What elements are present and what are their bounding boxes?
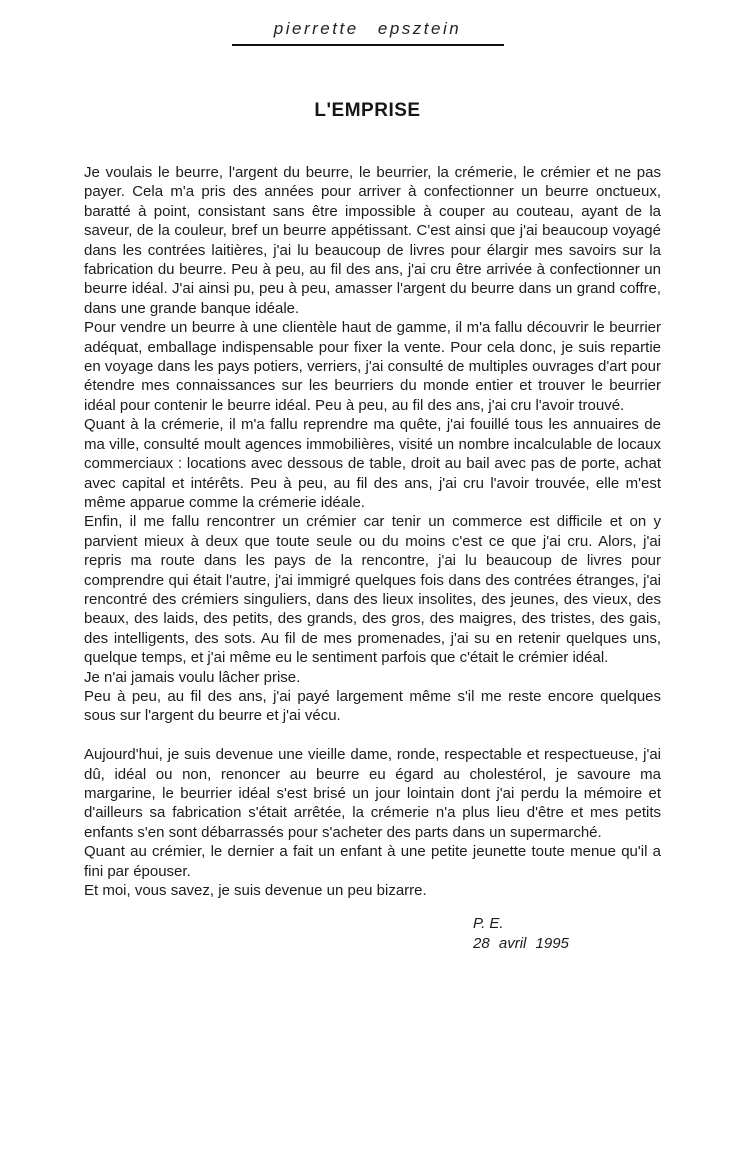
paragraph-9: Et moi, vous savez, je suis devenue un peu bizarre. (84, 882, 427, 900)
paragraph-4: Enfin, il me fallu rencontrer un crémier car tenir un commerce est difficile et on y parvient mieux à deux que toute seule ou du moins c'est ce que j'ai cru. Alors, j'ai repris ma route dans les pays de la rencontre, j'ai lu beaucoup de livres pour comprendre qui était l'autre, j'ai immigré quelques fois dans des contrées étranges, j'ai rencontré des crémiers singuliers, dans des lieux insolites, des jeunes, des vieux, des beaux, des laids, des petits, des grands, des gros, des maigres, des tristes, des gais, des intelligents, des sots. Au fil de mes promenades, j'ai su en retenir quelques uns, quelque temps, et j'ai même eu le sentiment parfois que c'était le crémier idéal. (84, 513, 661, 667)
signature-date: 28 avril 1995 (473, 934, 569, 952)
paragraph-7: Aujourd'hui, je suis devenue une vieille dame, ronde, respectable et respectueuse, j'ai dû, idéal ou non, renoncer au beurre eu égard au cholestérol, je savoure ma margarine, le beurrier idéal s'est brisé un jour lointain dont j'ai perdu la mémoire et d'ailleurs sa fabrication s'était arrêtée, la crémerie n'a plus lieu d'être et mes petits enfants s'en sont débarrassés pour s'acheter des parts dans un supermarché. (84, 746, 661, 841)
header-rule (232, 44, 504, 46)
paragraph-5: Je n'ai jamais voulu lâcher prise. (84, 668, 301, 686)
paragraph-6: Peu à peu, au fil des ans, j'ai payé largement même s'il me reste encore quelques sous sur l'argent du beurre et j'ai vécu. (84, 687, 661, 725)
paragraph-2: Pour vendre un beurre à une clientèle haut de gamme, il m'a fallu découvrir le beurrier adéquat, emballage indispensable pour fixer la vente. Pour cela donc, je suis repartie en voyage dans les pays potiers, verriers, j'ai consulté de multiples ouvrages d'art pour étendre mes connaissances sur les beurriers du monde entier et trouver le beurrier idéal pour contenir le beurre idéal. Peu à peu, au fil des ans, j'ai cru l'avoir trouvé. (84, 319, 661, 414)
paragraph-3: Quant à la crémerie, il m'a fallu reprendre ma quête, j'ai fouillé tous les annuaires de ma ville, consulté moult agences immobilières, visité un nombre incalculable de locaux commerciaux : locations avec dessous de table, droit au bail avec pas de porte, achat avec capital et intérêts. Peu à peu, au fil des ans, j'ai cru l'avoir trouvée, elle m'est même apparue comme la crémerie idéale. (84, 416, 661, 511)
document-title: L'EMPRISE (314, 100, 421, 121)
paragraph-8: Quant au crémier, le dernier a fait un enfant à une petite jeunette toute menue qu'il a fini par épouser. (84, 843, 661, 880)
signature-initials: P. E. (473, 915, 504, 933)
paragraph-1: Je voulais le beurre, l'argent du beurre, le beurrier, la crémerie, le crémier et ne pas payer. Cela m'a pris des années pour arriver à confectionner un beurre onctueux, baratté à point, consistant sans être impossible à couper au couteau, ayant de la saveur, de la couleur, bref un beurre appétissant. C'est ainsi que j'ai beaucoup voyagé dans les contrées laitières, j'ai lu beaucoup de livres pour élargir mes savoirs sur la fabrication du beurre. Peu à peu, au fil des ans, j'ai cru être arrivée à confectionner un beurre idéal. J'ai ainsi pu, peu à peu, amasser l'argent du beurre dans un grand coffre, dans une grande banque idéale. (84, 164, 661, 317)
page-header (0, 0, 735, 46)
signature-block (473, 914, 661, 953)
author-name: pierrette epsztein (273, 19, 462, 38)
paragraph-spacer (84, 726, 661, 745)
document-body (84, 163, 661, 953)
